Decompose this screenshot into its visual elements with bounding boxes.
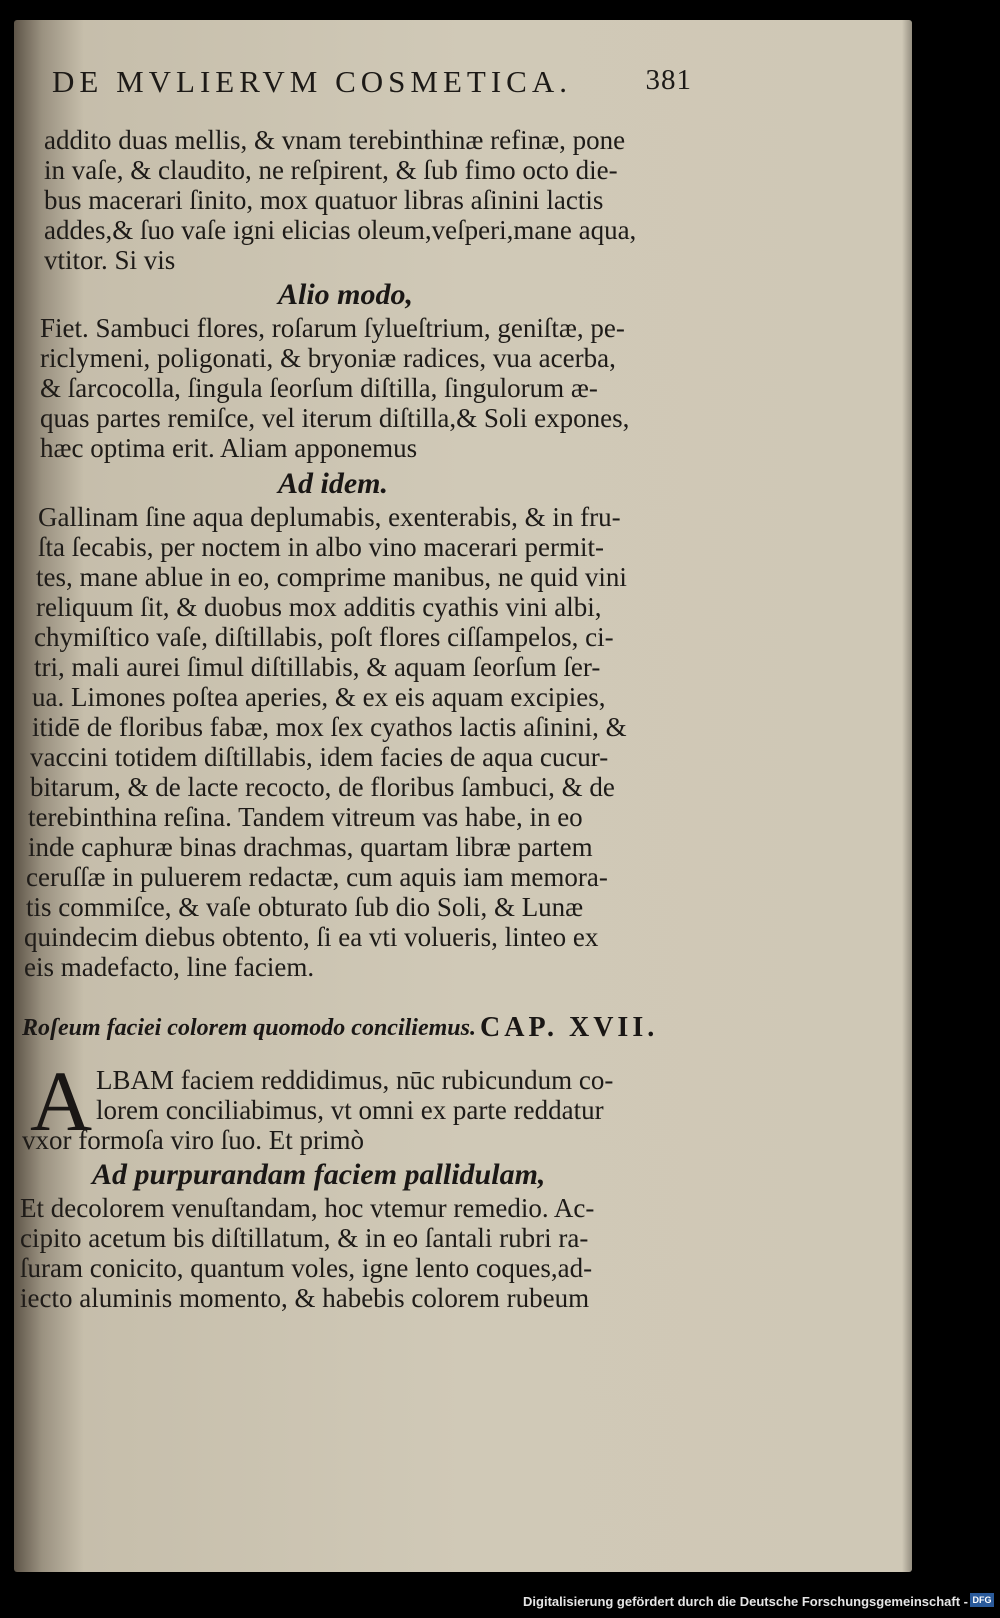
text-line: ſuram conicito, quantum voles, igne lento coques,ad- — [20, 1253, 593, 1283]
text-line: vxor formoſa viro ſuo. Et primò — [22, 1125, 364, 1155]
text-line: tis commiſce, & vaſe obturato ſub dio Soli, & Lunæ — [26, 892, 584, 922]
text-line: quindecim diebus obtento, ſi ea vti volueris, linteo ex — [24, 922, 599, 952]
section-heading: Ad idem. — [278, 467, 388, 500]
running-head — [52, 64, 692, 114]
text-line: & ſarcocolla, ſingula ſeorſum diſtilla, ſingulorum æ- — [40, 373, 598, 403]
text-line: iecto aluminis momento, & habebis colorem rubeum — [20, 1283, 590, 1313]
text-line: vaccini totidem diſtillabis, idem facies de aqua cucur- — [30, 742, 609, 772]
text-line: bus macerari ſinito, mox quatuor libras aſinini lactis — [44, 185, 604, 215]
footer-bar — [0, 1585, 1000, 1618]
page-number: 381 — [645, 64, 692, 96]
text-line: bitarum, & de lacte recocto, de floribus ſambuci, & de — [30, 772, 615, 802]
text-line: riclymeni, poligonati, & bryoniæ radices, vua acerba, — [40, 343, 616, 373]
dfg-logo: DFG — [970, 1593, 994, 1607]
text-line: cipito acetum bis diſtillatum, & in eo ſantali rubri ra- — [20, 1223, 589, 1253]
text-line: LBAM faciem reddidimus, nūc rubicundum co- — [96, 1065, 614, 1095]
text-line: chymiſtico vaſe, diſtillabis, poſt flores ciſſampelos, ci- — [34, 622, 614, 652]
drop-cap: A — [30, 1053, 93, 1149]
text-line: in vaſe, & claudito, ne reſpirent, & ſub fimo octo die- — [44, 155, 618, 185]
running-head-title: DE MVLIERVM COSMETICA. — [52, 64, 572, 99]
footer-credit: Digitalisierung gefördert durch die Deutsche Forschungsgemeinschaft - — [523, 1594, 968, 1609]
text-line: reliquum ſit, & duobus mox additis cyathis vini albi, — [36, 592, 602, 622]
text-line: ſta ſecabis, per noctem in albo vino macerari permit- — [38, 532, 605, 562]
text-line: hæc optima erit. Aliam apponemus — [40, 433, 418, 463]
text-line: Fiet. Sambuci flores, roſarum ſylueſtrium, geniſtæ, pe- — [40, 313, 625, 343]
text-line: addito duas mellis, & vnam terebinthinæ refinæ, pone — [44, 125, 626, 155]
section-heading: Alio modo, — [278, 278, 414, 311]
text-line: tes, mane ablue in eo, comprime manibus, ne quid vini — [36, 562, 627, 592]
text-line: itidē de floribus fabæ, mox ſex cyathos lactis aſinini, & — [32, 712, 627, 742]
text-line: ceruſſæ in puluerem redactæ, cum aquis iam memora- — [26, 862, 608, 892]
page-edge-shadow — [902, 20, 912, 1572]
text-line: vtitor. Si vis — [44, 245, 176, 275]
section-heading: Ad purpurandam faciem pallidulam, — [92, 1158, 546, 1191]
text-line: addes,& ſuo vaſe igni elicias oleum,veſperi,mane aqua, — [44, 215, 637, 245]
text-line: tri, mali aurei ſimul diſtillabis, & aquam ſeorſum ſer- — [34, 652, 601, 682]
text-line: eis madefacto, line faciem. — [24, 952, 315, 982]
text-line: quas partes remiſce, vel iterum diſtilla,& Soli expones, — [40, 403, 630, 433]
chapter-number: CAP. XVII. — [480, 1012, 659, 1043]
text-line: terebinthina reſina. Tandem vitreum vas habe, in eo — [28, 802, 583, 832]
chapter-title: Roſeum faciei colorem quomodo conciliemus. — [22, 1015, 476, 1041]
text-line: lorem conciliabimus, vt omni ex parte reddatur — [96, 1095, 604, 1125]
text-line: Et decolorem venuſtandam, hoc vtemur remedio. Ac- — [20, 1193, 595, 1223]
text-line: ua. Limones poſtea aperies, & ex eis aquam excipies, — [32, 682, 606, 712]
text-line: Gallinam ſine aqua deplumabis, exenterabis, & in fru- — [38, 502, 621, 532]
text-line: inde caphuræ binas drachmas, quartam libræ partem — [28, 832, 593, 862]
